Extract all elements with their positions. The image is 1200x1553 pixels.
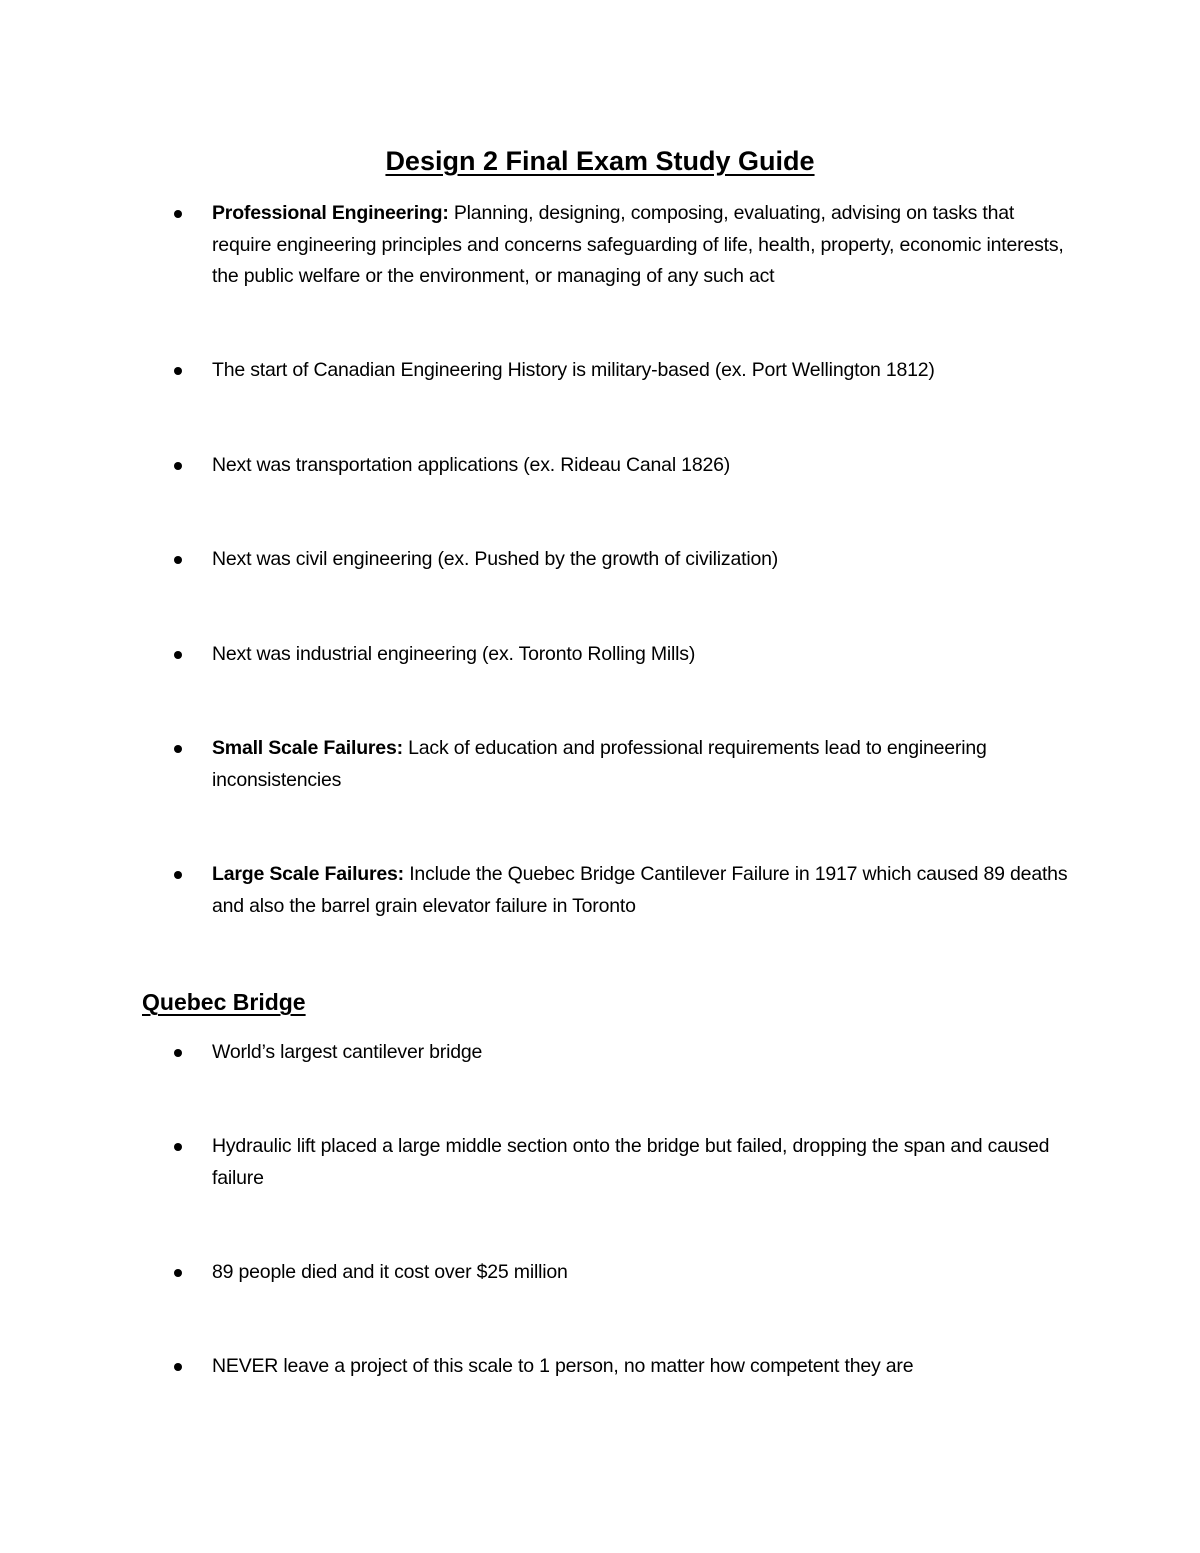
item-text: Next was transportation applications (ex. Rideau Canal 1826) [212,454,731,476]
item-term: Professional Engineering: [212,202,449,224]
item-text: Next was industrial engineering (ex. Toronto Rolling Mills) [212,643,696,665]
list-item-small-scale-failures [212,733,1072,796]
item-text: The start of Canadian Engineering History is military-based (ex. Port Wellington 1812) [212,359,935,381]
item-text: World’s largest cantilever bridge [212,1041,483,1063]
bullet-icon [174,1049,182,1057]
item-text: Planning, designing, composing, evaluating, advising on tasks that require engineering principles and concerns safeguarding of life, health, property, economic interests, the public welfare or the environment, or managing of any such act [212,202,1064,287]
item-text: Next was civil engineering (ex. Pushed by the growth of civilization) [212,548,779,570]
item-term: Large Scale Failures: [212,863,404,885]
list-item-never-one-person [212,1351,1072,1383]
bullet-icon [174,1363,182,1371]
item-text: 89 people died and it cost over $25 million [212,1261,568,1283]
item-text: NEVER leave a project of this scale to 1 person, no matter how competent they are [212,1355,914,1377]
bullet-icon [174,651,182,659]
list-item-large-scale-failures [212,859,1072,922]
item-text: Hydraulic lift placed a large middle section onto the bridge but failed, dropping the span and caused failure [212,1135,1050,1189]
bullet-icon [174,367,182,375]
list-item-transportation [212,450,1072,482]
list-item-professional-engineering [212,198,1072,293]
bullet-icon [174,1143,182,1151]
bullet-icon [174,745,182,753]
item-text: Include the Quebec Bridge Cantilever Failure in 1917 which caused 89 deaths and also the barrel grain elevator failure in Toronto [212,863,1068,917]
page-title: Design 2 Final Exam Study Guide [385,146,815,176]
bullet-icon [174,556,182,564]
list-item-civil [212,544,1072,576]
list-item-history [212,355,1072,387]
list-item-largest-cantilever [212,1037,1072,1069]
bullet-icon [174,210,182,218]
item-text: Lack of education and professional requirements lead to engineering inconsistencies [212,737,987,791]
section-heading: Quebec Bridge [142,989,306,1015]
list-item-hydraulic-lift [212,1131,1072,1194]
list-item-industrial [212,639,1072,671]
bullet-icon [174,1269,182,1277]
list-item-deaths-cost [212,1257,1072,1289]
bullet-icon [174,462,182,470]
item-term: Small Scale Failures: [212,737,403,759]
bullet-icon [174,871,182,879]
